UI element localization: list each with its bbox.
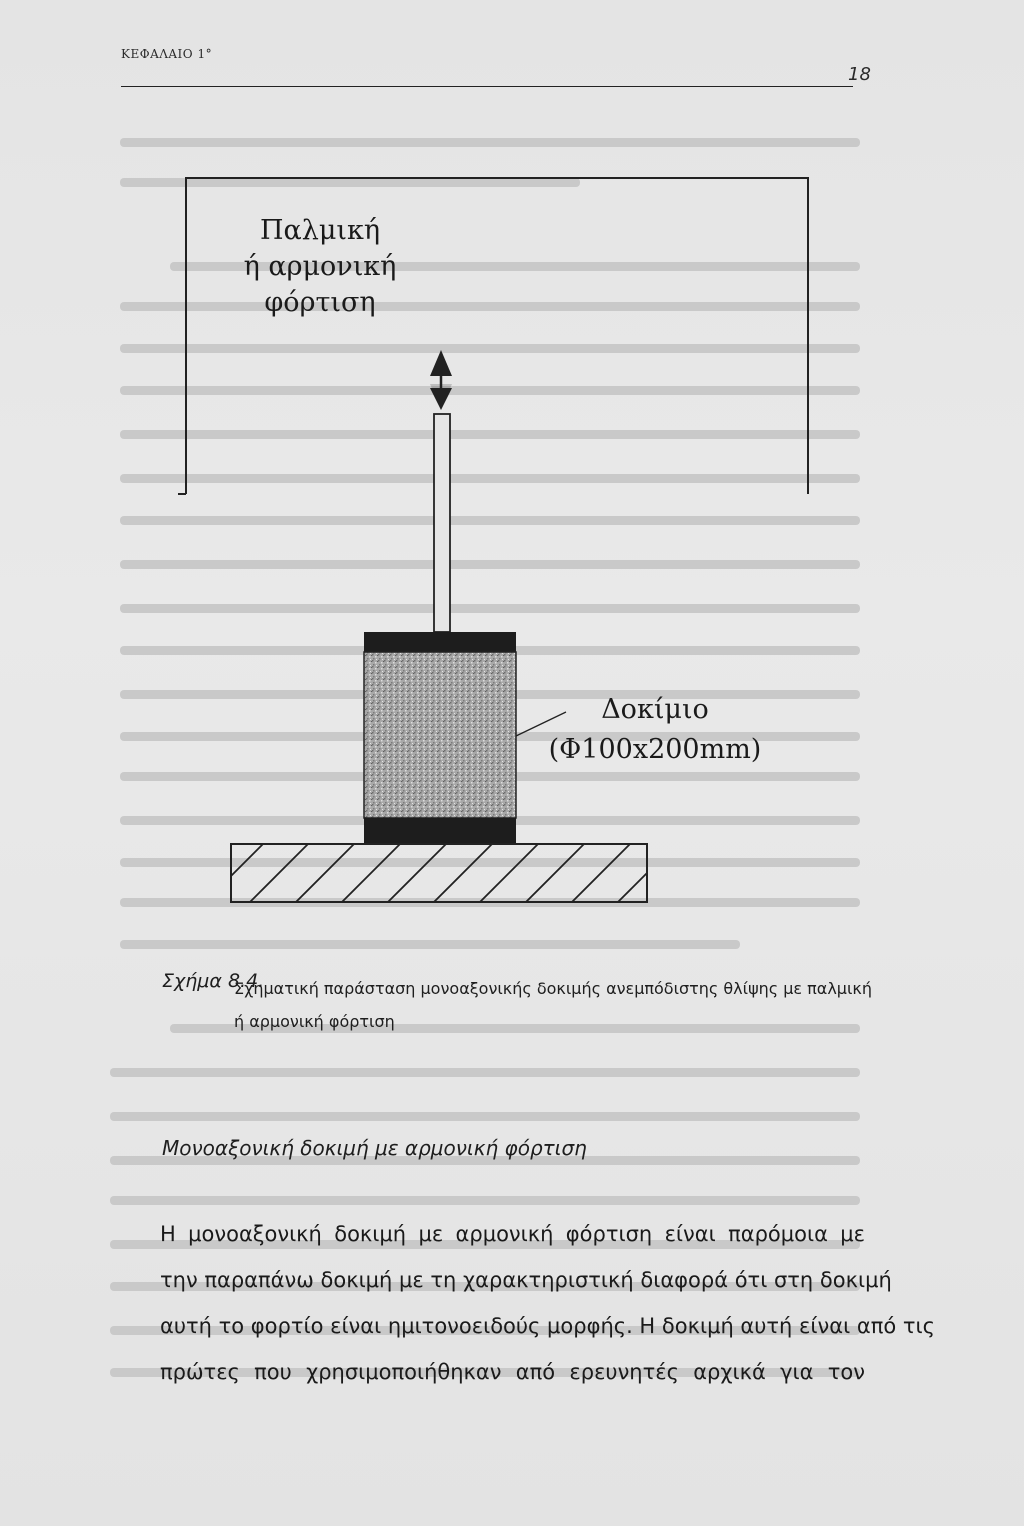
body-text-line: Η μονοαξονική δοκιμή με αρμονική φόρτιση είναι παρόμοια με [160, 1222, 865, 1246]
figure-caption-label: Σχήμα 8.4. [162, 970, 265, 992]
loading-label-line-1: Παλμική [259, 215, 381, 246]
body-text-line: πρώτες που χρησιμοποιήθηκαν από ερευνητές αρχικά για τον [160, 1360, 865, 1384]
body-text-line: την παραπάνω δοκιμή με τη χαρακτηριστική διαφορά ότι στη δοκιμή [160, 1268, 892, 1292]
loading-label-line-3: φόρτιση [264, 287, 376, 318]
loading-rod [434, 414, 450, 632]
page-number: 18 [848, 64, 871, 85]
figure-caption-text: Σχηματική παράσταση μονοαξονικής δοκιμής ανεμπόδιστης θλίψης με παλμική ή αρμονική φόρτιση [234, 979, 872, 1031]
specimen-label-line-1: Δοκίμιο [601, 694, 709, 725]
chapter-header: ΚΕΦΑΛΑΙΟ 1° [121, 47, 213, 61]
specimen-label-line-2: (Φ100x200mm) [548, 734, 762, 765]
body-text-line: αυτή το φορτίο είναι ημιτονοειδούς μορφής. Η δοκιμή αυτή είναι από τις [160, 1314, 935, 1338]
double-arrow-icon [430, 350, 452, 410]
specimen-cylinder [364, 652, 516, 818]
top-platen [364, 632, 516, 652]
hatched-base [231, 844, 647, 902]
loading-label-line-2: ή αρμονική [243, 251, 397, 282]
bottom-platen [364, 818, 516, 844]
section-heading: Μονοαξονική δοκιμή με αρμονική φόρτιση [162, 1136, 587, 1160]
